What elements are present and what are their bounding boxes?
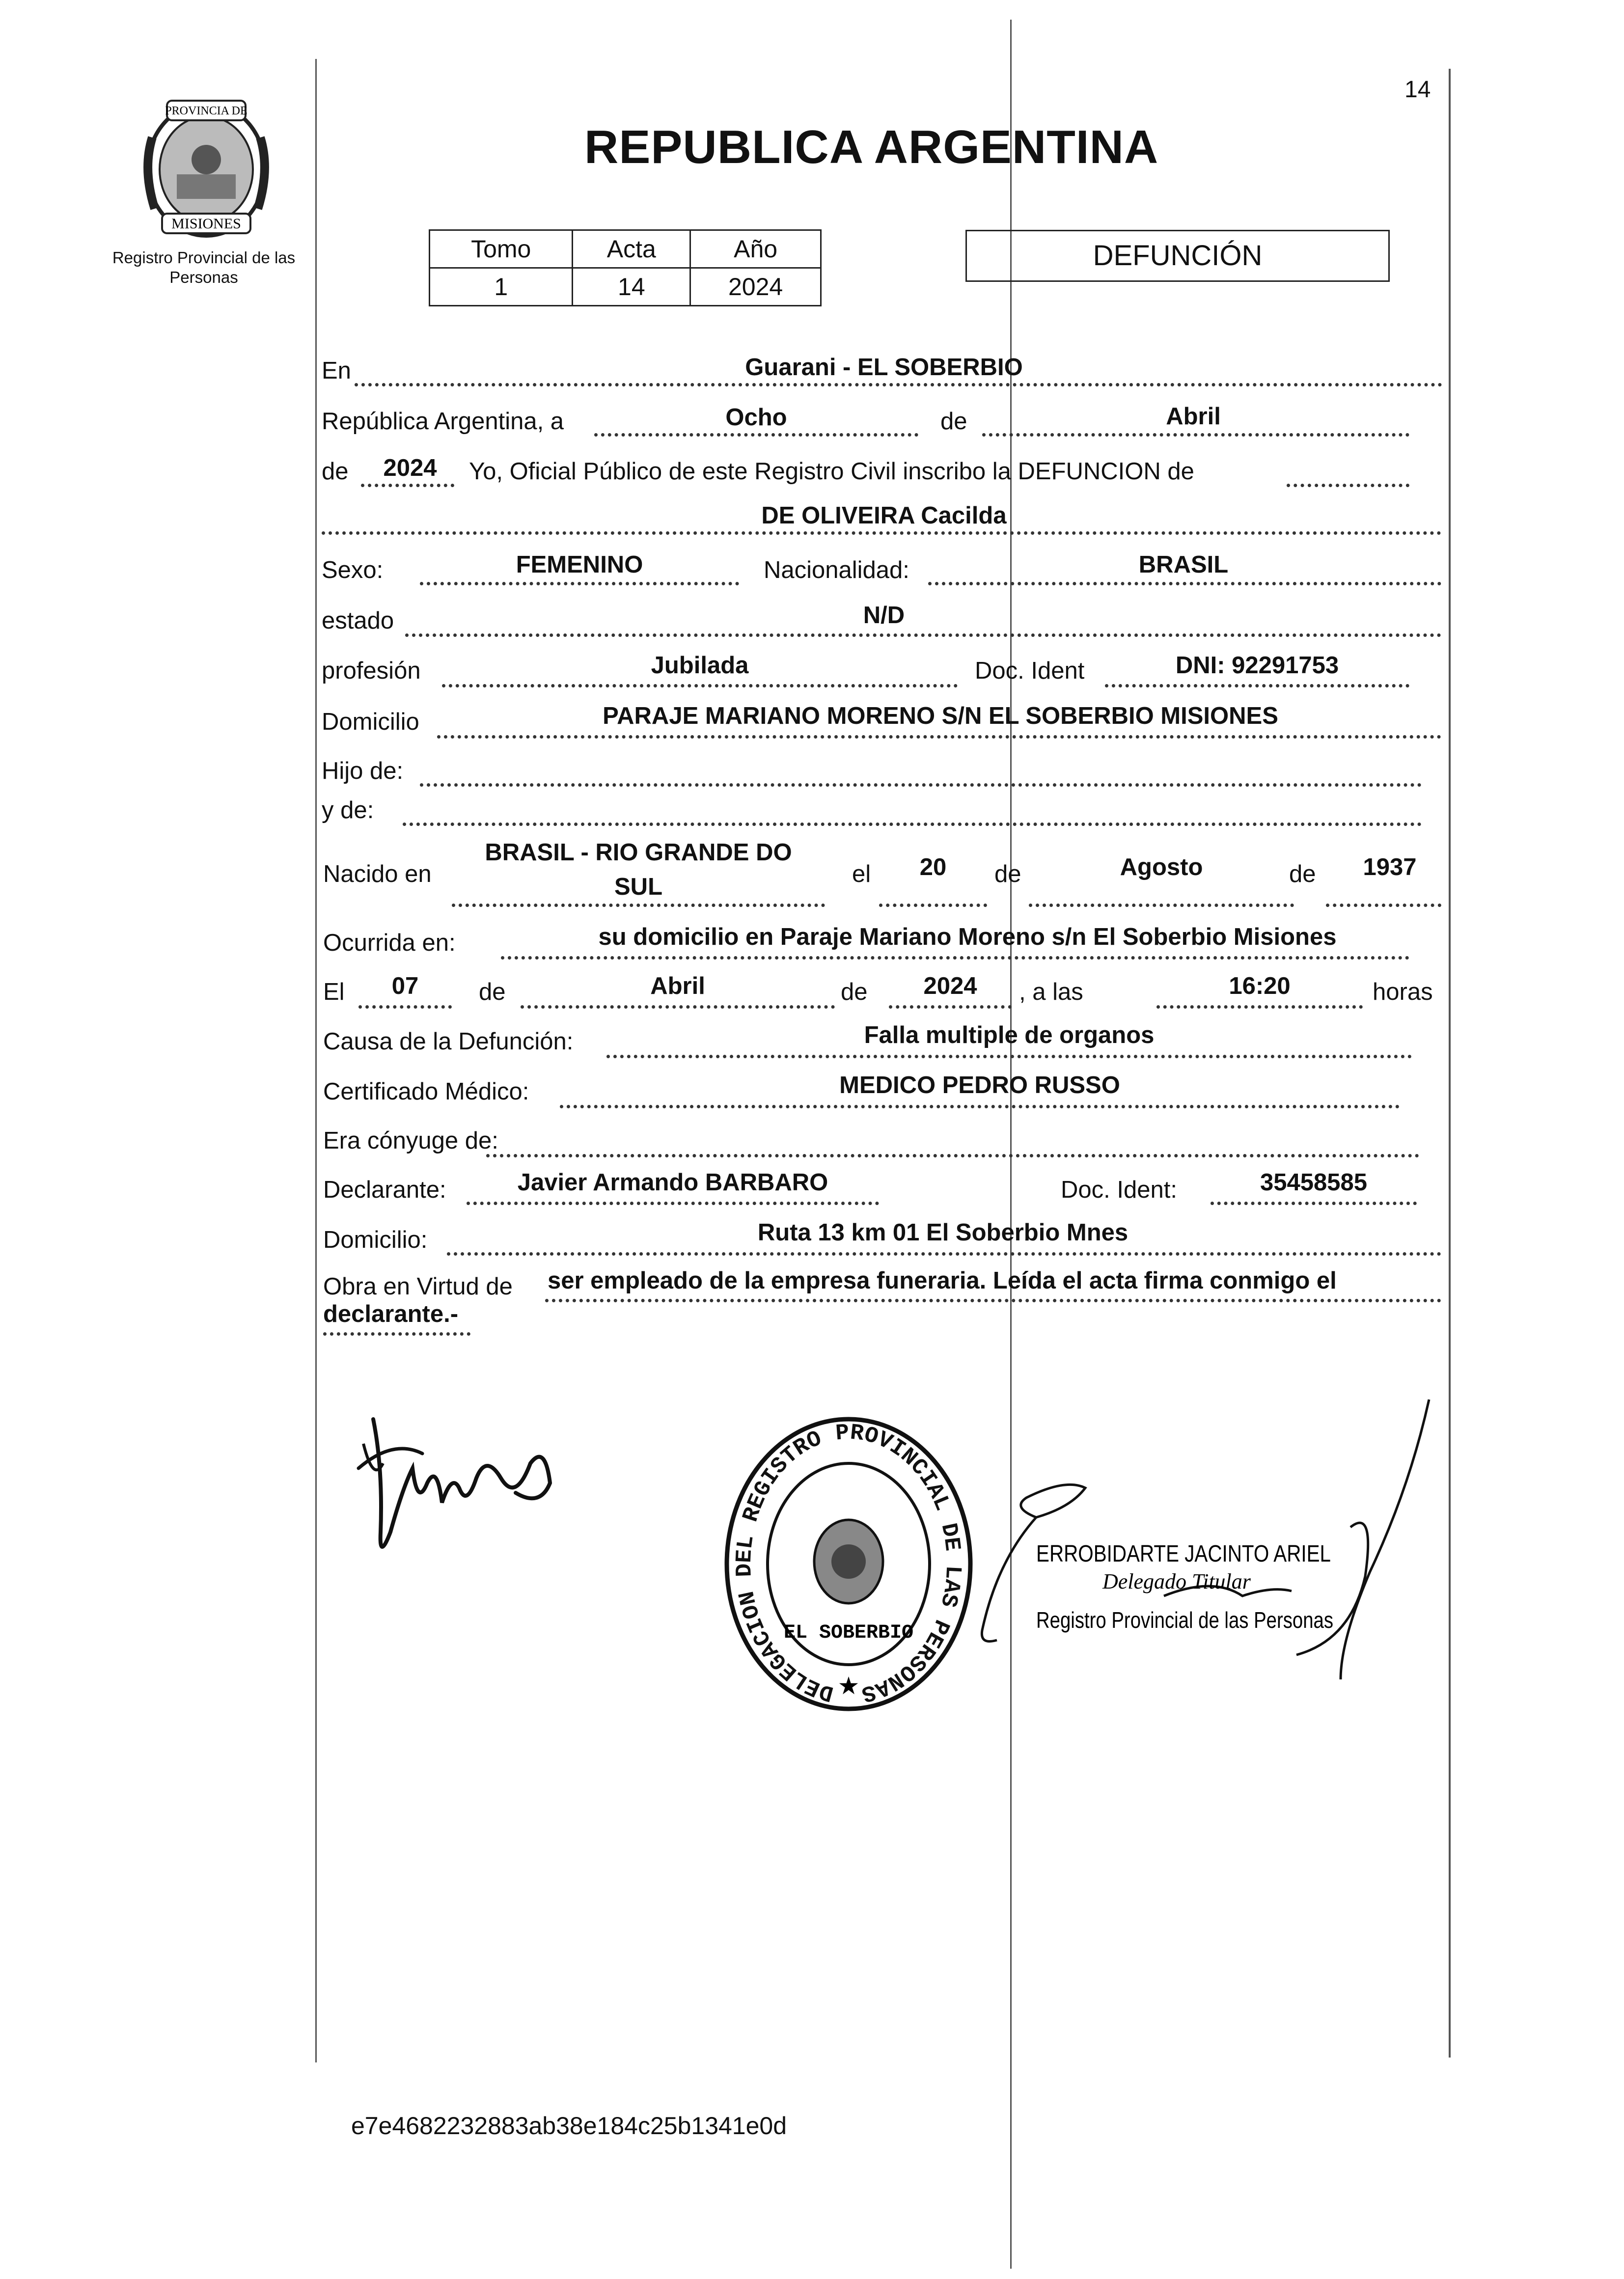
declarant-doc-dotted-line bbox=[1211, 1202, 1417, 1205]
record-number-table bbox=[429, 229, 822, 306]
death-time-dotted-line bbox=[1156, 1005, 1363, 1009]
official-signature bbox=[967, 1365, 1439, 1684]
declarant-label: Declarante: bbox=[323, 1177, 446, 1203]
registry-stamp bbox=[721, 1414, 976, 1719]
nacido-label: Nacido en bbox=[323, 861, 432, 887]
acta-value: 14 bbox=[573, 268, 690, 306]
doc-ident-dotted-line bbox=[1105, 684, 1409, 687]
profession-value: Jubilada bbox=[651, 652, 749, 679]
hijo-label: Hijo de: bbox=[322, 758, 404, 784]
cause-dotted-line bbox=[606, 1055, 1412, 1058]
declarant-address-value: Ruta 13 km 01 El Soberbio Mnes bbox=[757, 1219, 1129, 1246]
month-dotted-line bbox=[982, 433, 1409, 437]
death-day: 07 bbox=[391, 973, 419, 999]
profession-dotted-line bbox=[442, 684, 958, 687]
obra-value-line-2: declarante.- bbox=[323, 1301, 459, 1327]
death-de-label: de bbox=[479, 979, 506, 1005]
sex-value: FEMENINO bbox=[516, 551, 643, 578]
obra-dotted-line-1 bbox=[545, 1299, 1441, 1302]
birthplace-line-1: BRASIL - RIO GRANDE DO bbox=[485, 839, 792, 866]
svg-text:PROVINCIA DE: PROVINCIA DE bbox=[165, 105, 248, 117]
certificate-dotted-line bbox=[560, 1105, 1400, 1108]
estado-value: N/D bbox=[863, 602, 905, 629]
svg-text:MISIONES: MISIONES bbox=[171, 216, 241, 232]
sex-dotted-line bbox=[420, 582, 739, 585]
birth-day-dotted-line bbox=[879, 904, 987, 907]
right-margin-line bbox=[1449, 69, 1451, 2058]
document-hash: e7e4682232883ab38e184c25b1341e0d bbox=[351, 2112, 787, 2140]
horas-label: horas bbox=[1373, 979, 1433, 1005]
domicilio-dotted-line bbox=[437, 735, 1441, 739]
death-time: 16:20 bbox=[1229, 973, 1291, 999]
anio-value: 2024 bbox=[690, 268, 821, 306]
tomo-header: Tomo bbox=[430, 230, 573, 268]
svg-text:EL SOBERBIO: EL SOBERBIO bbox=[783, 1622, 914, 1644]
death-year: 2024 bbox=[923, 973, 977, 999]
anio-header: Año bbox=[690, 230, 821, 268]
place-of-death-value: su domicilio en Paraje Mariano Moreno s/n El Soberbio Misiones bbox=[598, 924, 1337, 950]
svg-text:Delegado Titular: Delegado Titular bbox=[1102, 1569, 1251, 1593]
day-dotted-line bbox=[594, 433, 918, 437]
en-dotted-line bbox=[355, 383, 1442, 386]
doc-ident-label: Doc. Ident bbox=[975, 658, 1085, 684]
birth-month-dotted-line bbox=[1029, 904, 1294, 907]
declarant-value: Javier Armando BARBARO bbox=[517, 1169, 828, 1196]
yde-label: y de: bbox=[322, 797, 374, 824]
place-of-death-dotted-line bbox=[501, 956, 1409, 960]
obra-dotted-line-2 bbox=[323, 1332, 470, 1336]
birth-de-label: de bbox=[994, 861, 1021, 887]
day-value: Ocho bbox=[725, 404, 787, 431]
year-dotted-line bbox=[361, 484, 454, 487]
month-de-label: de bbox=[940, 408, 967, 435]
page-number: 14 bbox=[1404, 77, 1431, 103]
name-dotted-line bbox=[322, 531, 1441, 535]
birth-year: 1937 bbox=[1363, 854, 1417, 880]
declarant-address-label: Domicilio: bbox=[323, 1227, 428, 1253]
year-de-label: de bbox=[322, 458, 349, 485]
declarant-doc-label: Doc. Ident: bbox=[1061, 1177, 1177, 1203]
certificate-value: MEDICO PEDRO RUSSO bbox=[839, 1072, 1120, 1098]
sex-label: Sexo: bbox=[322, 557, 384, 583]
registry-label: Registro Provincial de las Personas bbox=[112, 248, 296, 286]
nationality-value: BRASIL bbox=[1138, 551, 1229, 578]
record-type-box: DEFUNCIÓN bbox=[965, 230, 1390, 282]
svg-text:DELEGACION DEL REGISTRO PROVIN: DELEGACION DEL REGISTRO PROVINCIAL DE LAS PERSONAS bbox=[731, 1420, 966, 1707]
death-el-label: El bbox=[323, 979, 345, 1005]
obra-label: Obra en Virtud de bbox=[323, 1273, 513, 1300]
inscribo-text: Yo, Oficial Público de este Registro Civil inscribo la DEFUNCION de bbox=[469, 458, 1194, 485]
birth-year-dotted-line bbox=[1326, 904, 1441, 907]
death-month: Abril bbox=[650, 973, 705, 999]
certificate-label: Certificado Médico: bbox=[323, 1078, 529, 1105]
republica-label: República Argentina, a bbox=[322, 408, 564, 435]
birth-de2-label: de bbox=[1289, 861, 1316, 887]
birth-day: 20 bbox=[919, 854, 947, 880]
domicilio-label: Domicilio bbox=[322, 709, 419, 735]
cause-value: Falla multiple de organos bbox=[864, 1022, 1155, 1048]
nationality-label: Nacionalidad: bbox=[764, 557, 909, 583]
year-value: 2024 bbox=[383, 455, 437, 481]
tomo-value: 1 bbox=[430, 268, 573, 306]
estado-label: estado bbox=[322, 607, 394, 634]
acta-header: Acta bbox=[573, 230, 690, 268]
declarant-signature bbox=[354, 1409, 579, 1571]
birth-month: Agosto bbox=[1120, 854, 1203, 880]
deceased-name: DE OLIVEIRA Cacilda bbox=[761, 502, 1007, 529]
left-margin-line bbox=[315, 59, 317, 2062]
alas-label: , a las bbox=[1019, 979, 1083, 1005]
yde-dotted-line bbox=[403, 823, 1422, 826]
death-day-dotted-line bbox=[358, 1005, 452, 1009]
death-month-dotted-line bbox=[521, 1005, 835, 1009]
profession-label: profesión bbox=[322, 658, 421, 684]
inscribo-dotted-line bbox=[1287, 484, 1409, 487]
spouse-dotted-line bbox=[486, 1154, 1419, 1157]
cause-label: Causa de la Defunción: bbox=[323, 1028, 574, 1055]
en-label: En bbox=[322, 357, 351, 384]
svg-text:ERROBIDARTE JACINTO ARIEL: ERROBIDARTE JACINTO ARIEL bbox=[1036, 1541, 1331, 1567]
declarant-dotted-line bbox=[467, 1202, 879, 1205]
death-de2-label: de bbox=[841, 979, 868, 1005]
nationality-dotted-line bbox=[928, 582, 1441, 585]
en-value: Guarani - EL SOBERBIO bbox=[745, 354, 1023, 381]
death-year-dotted-line bbox=[889, 1005, 1012, 1009]
domicilio-value: PARAJE MARIANO MORENO S/N EL SOBERBIO MISIONES bbox=[603, 703, 1278, 729]
declarant-address-dotted-line bbox=[447, 1252, 1441, 1256]
month-value: Abril bbox=[1166, 403, 1221, 430]
hijo-dotted-line bbox=[420, 783, 1422, 787]
doc-ident-value: DNI: 92291753 bbox=[1175, 652, 1339, 679]
estado-dotted-line bbox=[405, 633, 1441, 637]
birthplace-dotted-line bbox=[452, 904, 825, 907]
document-title: REPUBLICA ARGENTINA bbox=[584, 121, 1159, 173]
svg-text:Registro Provincial de las Per: Registro Provincial de las Personas bbox=[1036, 1607, 1333, 1633]
ocurrida-label: Ocurrida en: bbox=[323, 930, 456, 956]
spouse-label: Era cónyuge de: bbox=[323, 1127, 498, 1154]
birthplace-line-2: SUL bbox=[614, 874, 662, 900]
birth-el-label: el bbox=[852, 861, 871, 887]
declarant-doc-value: 35458585 bbox=[1260, 1169, 1367, 1196]
svg-text:★: ★ bbox=[837, 1672, 860, 1700]
obra-value-line-1: ser empleado de la empresa funeraria. Leída el acta firma conmigo el bbox=[548, 1267, 1337, 1294]
province-crest-logo bbox=[133, 91, 280, 243]
